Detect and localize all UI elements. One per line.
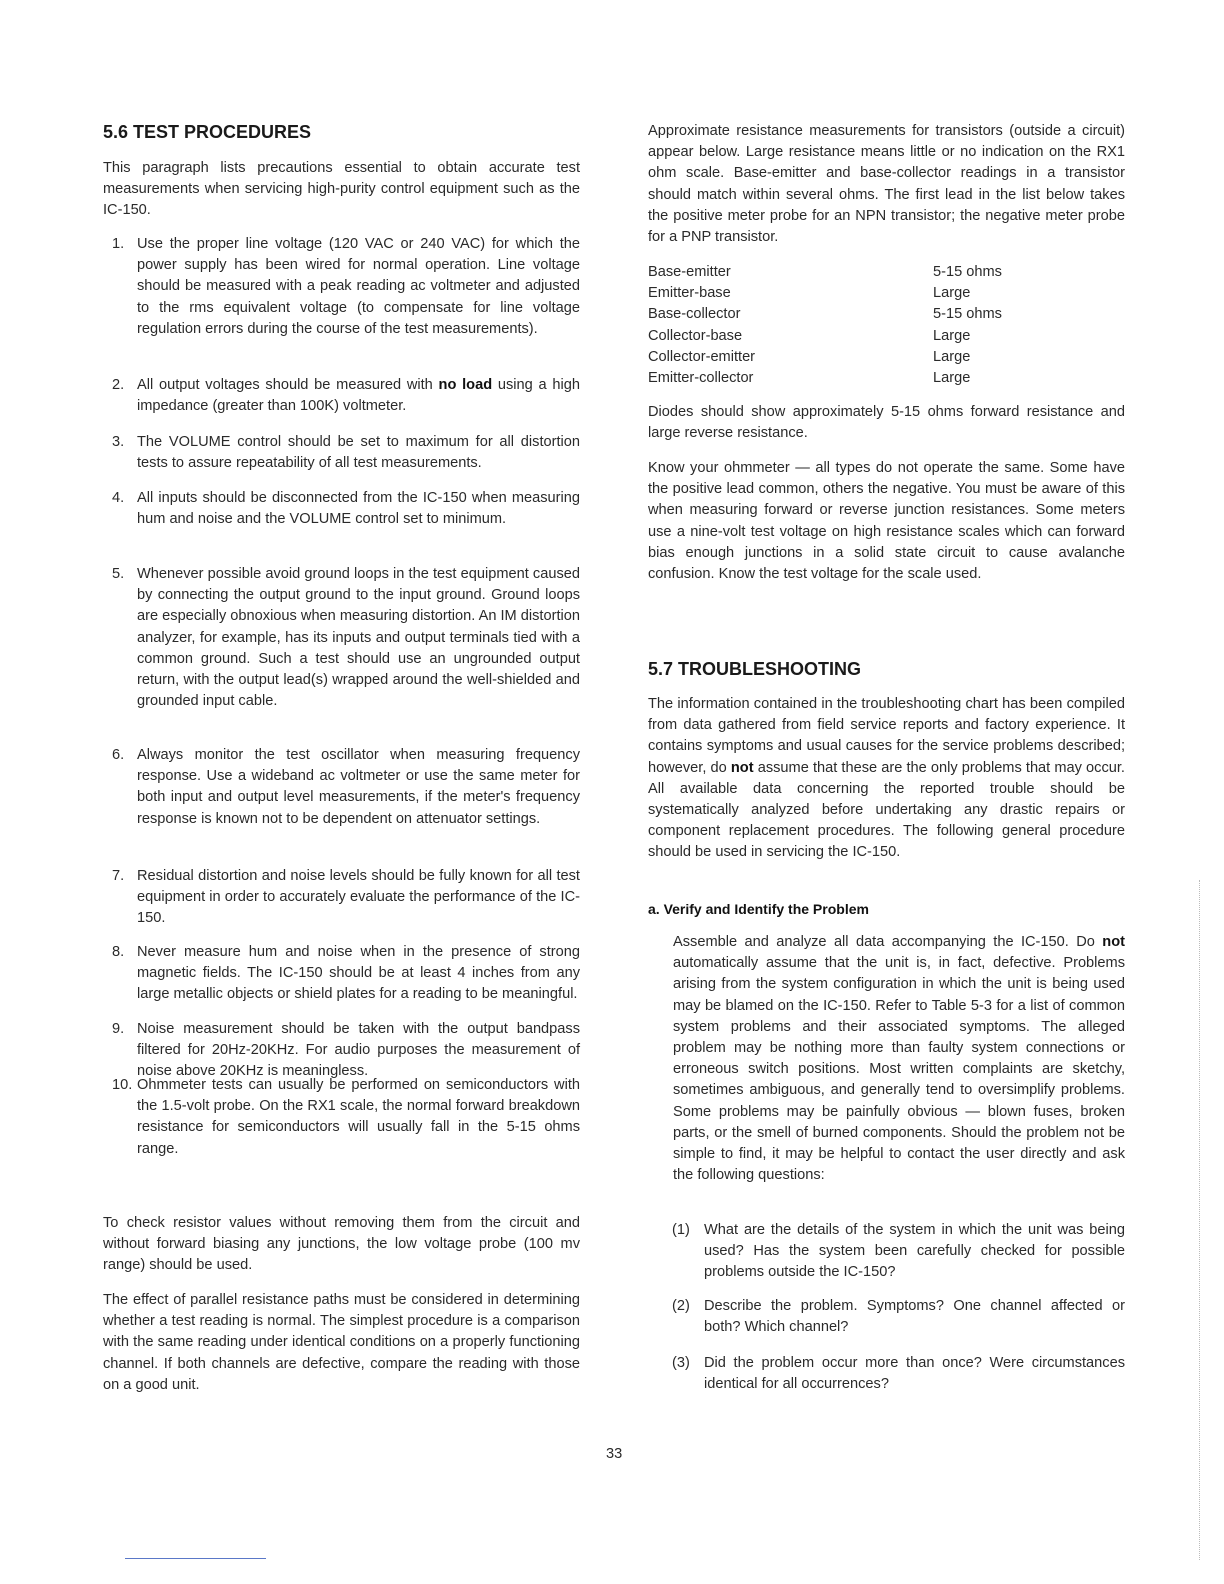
- list-item: [112, 942, 580, 1006]
- list-item: [112, 866, 580, 930]
- table-row: [648, 326, 1002, 347]
- question-item: [648, 1220, 1125, 1284]
- text: The information contained in the troubleshooting chart has been compiled from data gathered from field service reports and factory experience. It contains symptoms and usual causes for the service problems described; however, do: [648, 696, 1125, 776]
- item-number: 9.: [112, 1021, 125, 1037]
- junction: Emitter-collector: [648, 370, 754, 387]
- item-text: Use the proper line voltage (120 VAC or 240 VAC) for which the power supply has been wired for normal operation. Line voltage should be measured with a peak reading ac voltmeter and adjusted to the rms equivalent voltage (to compensate for line voltage regulation errors during the course of the test measurements).: [137, 236, 580, 337]
- resistance: Large: [933, 348, 971, 365]
- junction: Collector-emitter: [648, 348, 756, 365]
- item-text: Noise measurement should be taken with the output bandpass filtered for 20Hz-20KHz. For audio purposes the measurement of noise above 20KHz is meaningless.: [137, 1021, 580, 1080]
- resistance: 5-15 ohms: [933, 306, 1002, 323]
- resistance-table: [648, 262, 1002, 389]
- item-text: The VOLUME control should be set to maximum for all distortion tests to assure repeatability of all test measurements.: [137, 434, 580, 472]
- resistance: Large: [933, 370, 971, 387]
- question-text: Did the problem occur more than once? Were circumstances identical for all occurrences?: [704, 1355, 1125, 1393]
- item-number: 1.: [112, 236, 125, 252]
- item-number: 7.: [112, 868, 125, 884]
- item-text: Whenever possible avoid ground loops in the test equipment caused by connecting the output ground to the input ground. Ground loops are especially obnoxious when measuring distortion. An IM distortion analyzer, for example, has its inputs and output terminals tied with a common ground. Such a test should use an ungrounded output return, with the output lead(s) wrapped around the well-shielded and grounded input cable.: [137, 566, 580, 710]
- junction: Collector-base: [648, 327, 743, 344]
- table-row: [648, 262, 1002, 283]
- question-number: (1): [672, 1222, 690, 1238]
- resistance: 5-15 ohms: [933, 264, 1002, 280]
- section-heading-5-6: 5.6 TEST PROCEDURES: [103, 122, 312, 142]
- list-item: [112, 375, 580, 417]
- paragraph-ohmmeter: Know your ohmmeter — all types do not operate the same. Some have the positive lead common, others the negative. You must be aware of this when measuring forward or reverse junction resistances. Some meters use a nine-volt test voltage on high resistance scales which can forward bias enough junctions in a solid state circuit to cause avalanche confusion. Know the test voltage for the scale used.: [648, 460, 1125, 583]
- item-text: Ohmmeter tests can usually be performed on semiconductors with the 1.5-volt probe. On the RX1 scale, the normal forward breakdown resistance for semiconductors will usually fall in the 5-15 ohms range.: [137, 1077, 580, 1157]
- question-item: [648, 1296, 1125, 1338]
- paragraph-verify: [673, 932, 1125, 1186]
- question-number: (3): [672, 1355, 690, 1371]
- question-item: [648, 1353, 1125, 1395]
- list-item: [112, 432, 580, 474]
- question-text: Describe the problem. Symptoms? One channel affected or both? Which channel?: [704, 1298, 1125, 1336]
- paragraph-diodes: Diodes should show approximately 5-15 ohms forward resistance and large reverse resistance.: [648, 404, 1125, 442]
- intro-paragraph: This paragraph lists precautions essential to obtain accurate test measurements when servicing high-purity control equipment such as the IC-150.: [103, 160, 580, 219]
- item-number: 2.: [112, 377, 125, 393]
- item-text: [137, 375, 580, 417]
- paragraph-parallel-resistance: The effect of parallel resistance paths must be considered in determining whether a test reading is normal. The simplest procedure is a comparison with the same reading under identical conditions on a properly functioning channel. If both channels are defective, compare the reading with those on a good unit.: [103, 1292, 580, 1393]
- item-number: 6.: [112, 747, 125, 763]
- question-text: What are the details of the system in which the unit was being used? Has the system been carefully checked for possible problems outside the IC-150?: [704, 1222, 1125, 1281]
- subheading-verify-problem: a. Verify and Identify the Problem: [648, 901, 869, 917]
- list-item: [112, 488, 580, 530]
- scan-edge-divider: [1199, 880, 1200, 1560]
- text: All output voltages should be measured with: [137, 377, 439, 393]
- text: using a high impedance (greater than 100K) voltmeter.: [137, 377, 580, 415]
- list-item: [112, 564, 580, 712]
- section-heading-5-7: 5.7 TROUBLESHOOTING: [648, 659, 862, 679]
- list-item: [112, 745, 580, 830]
- resistance: Large: [933, 285, 971, 302]
- scan-mark-line: [125, 1558, 266, 1559]
- item-text: Always monitor the test oscillator when measuring frequency response. Use a wideband ac voltmeter or use the same meter for both input and output level measurements, if the meter's frequency response is known not to be dependent on attenuator settings.: [137, 747, 580, 827]
- item-number: 5.: [112, 566, 125, 582]
- bold-text: not: [1102, 934, 1125, 950]
- table-row: [648, 347, 1002, 368]
- list-item: [112, 234, 580, 340]
- table-row: [648, 368, 1002, 389]
- junction: Emitter-base: [648, 285, 731, 302]
- item-number: 10.: [112, 1077, 133, 1093]
- text: assume that these are the only problems that may occur. All available data concerning the reported trouble should be systematically analyzed before undertaking any drastic repairs or component replacement procedures. The following general procedure should be used in servicing the IC-150.: [648, 759, 1125, 861]
- bold-text: no load: [438, 377, 493, 393]
- junction: Base-collector: [648, 306, 741, 323]
- table-row: [648, 283, 1002, 304]
- question-number: (2): [672, 1298, 690, 1314]
- text: Assemble and analyze all data accompanying the IC-150. Do: [673, 934, 1103, 950]
- table-row: [648, 304, 1002, 325]
- paragraph-transistors: Approximate resistance measurements for transistors (outside a circuit) appear below. Large resistance means little or no indication on the RX1 ohm scale. Base-emitter and base-collector readings in a transistor should match within several ohms. The first lead in the list below takes the positive meter probe for an NPN transistor; the negative meter probe for a PNP transistor.: [648, 123, 1125, 246]
- resistance: Large: [933, 327, 971, 344]
- paragraph-resistor-check: To check resistor values without removing them from the circuit and without forward biasing any junctions, the low voltage probe (100 mv range) should be used.: [103, 1215, 580, 1274]
- item-text: Never measure hum and noise when in the presence of strong magnetic fields. The IC-150 should be at least 4 inches from any large metallic objects or shield plates for a reading to be meaningful.: [137, 944, 580, 1003]
- junction: Base-emitter: [648, 264, 731, 280]
- bold-text: not: [730, 759, 754, 776]
- item-number: 4.: [112, 490, 125, 506]
- item-text: Residual distortion and noise levels should be fully known for all test equipment in order to accurately evaluate the performance of the IC-150.: [137, 868, 580, 927]
- item-number: 3.: [112, 434, 125, 450]
- page-number: 33: [606, 1446, 623, 1462]
- item-number: 8.: [112, 944, 125, 960]
- item-text: All inputs should be disconnected from the IC-150 when measuring hum and noise and the VOLUME control set to minimum.: [137, 490, 580, 528]
- paragraph-troubleshooting: [648, 694, 1125, 864]
- list-item: [112, 1019, 580, 1083]
- list-item: [112, 1075, 580, 1160]
- text: automatically assume that the unit is, in fact, defective. Problems arising from the system configuration in which the unit is being used may be blamed on the IC-150. Refer to Table 5-3 for a list of common system problems and their associated symptoms. The alleged problem may be nothing more than faulty system connections or erroneous switch positions. Most written complaints are sketchy, sometimes ambiguous, and generally tend to oversimplify problems. Some problems may be painfully obvious — blown fuses, broken parts, or the smell of burned components. Should the problem not be simple to find, it may be helpful to contact the user directly and ask the following questions:: [673, 955, 1125, 1184]
